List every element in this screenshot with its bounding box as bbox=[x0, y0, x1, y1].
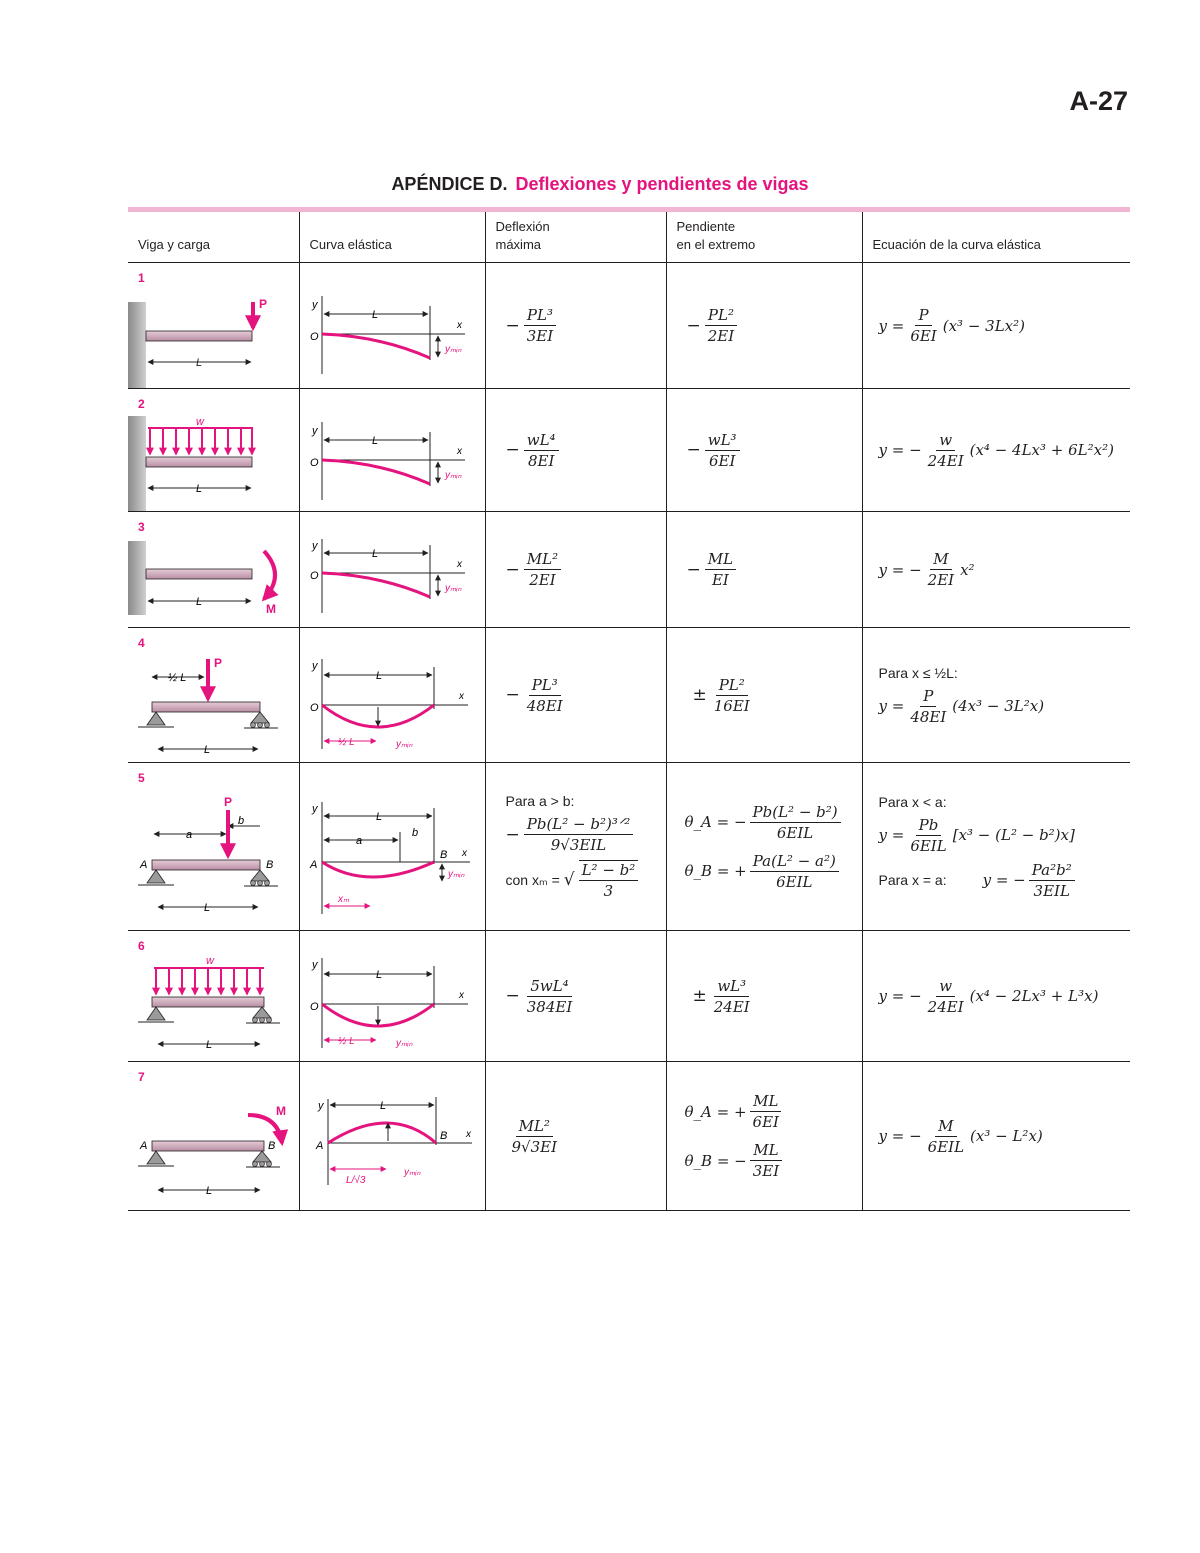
deflection-denominator: 48EI bbox=[526, 696, 563, 715]
slope-denominator: EI bbox=[711, 571, 729, 589]
slope-a-denominator: 6EI bbox=[752, 1113, 779, 1131]
y-axis-label: y bbox=[311, 424, 317, 437]
title-text: Deflexiones y pendientes de vigas bbox=[515, 174, 809, 194]
beam bbox=[152, 997, 264, 1007]
x-axis-label: x bbox=[456, 445, 462, 457]
support-b-label: B bbox=[439, 848, 447, 861]
equation-lhs: y = bbox=[878, 826, 905, 844]
deflection-cell: Para a > b: − $\frac{\text{Pb(L² − b²)³ᐟ²}}{\text{9√3EIL}}$ con xₘ = √ $\frac{\text{L² − b²}}{3}$ bbox=[485, 763, 666, 931]
deflection-curve bbox=[322, 334, 430, 358]
y-axis-label: y bbox=[311, 958, 317, 971]
slope-a-denominator: 6EIL bbox=[776, 823, 814, 842]
wall-support bbox=[128, 416, 146, 511]
support-b-label: B bbox=[266, 858, 274, 871]
roller-support bbox=[253, 1007, 271, 1018]
simply-supported-end-moment-diagram bbox=[128, 1063, 298, 1210]
ymin-label: yₘᵢₙ bbox=[395, 1037, 412, 1049]
x-axis-label: x bbox=[456, 558, 462, 570]
y-axis-label: y bbox=[311, 539, 317, 552]
slope-numerator: wL³ bbox=[714, 977, 749, 997]
moment-label: M bbox=[266, 601, 276, 616]
cantilever-point-load-diagram bbox=[128, 264, 298, 388]
cantilever-distributed-load-diagram bbox=[128, 390, 298, 511]
equation-cell bbox=[862, 512, 1130, 628]
support-a-label: A bbox=[140, 858, 148, 871]
table-row bbox=[128, 512, 1130, 628]
deflection-denominator: 9√3EI bbox=[511, 1137, 558, 1156]
slope-a-numerator: Pb(L² − b²) bbox=[750, 803, 841, 823]
slope-b-lhs: θ_B = − bbox=[684, 1151, 747, 1170]
row-number: 3 bbox=[138, 520, 145, 534]
deflection-curve bbox=[322, 460, 430, 484]
beam-cell bbox=[128, 512, 299, 628]
ymin-label: yₘᵢₙ bbox=[403, 1166, 420, 1178]
load-label: P bbox=[214, 655, 223, 670]
x-axis-label: x bbox=[458, 989, 464, 1001]
equation-lhs: y = bbox=[878, 316, 905, 335]
deflection-denominator: 384EI bbox=[526, 997, 573, 1016]
y-axis-label: y bbox=[317, 1099, 323, 1112]
xm-expression-label: con xₘ = bbox=[505, 871, 560, 888]
y-axis-label: y bbox=[311, 298, 317, 311]
equation-rest: x² bbox=[960, 560, 975, 579]
row-number: 2 bbox=[138, 397, 145, 411]
deflection-cell: − $\frac{\text{ML²}}{2EI}$ bbox=[485, 512, 666, 628]
beam bbox=[152, 1141, 264, 1151]
table-row bbox=[128, 1062, 1130, 1211]
elastic-curve-diagram bbox=[300, 932, 485, 1061]
length-label: L bbox=[371, 308, 378, 321]
moment-arrow bbox=[248, 1115, 282, 1143]
curve-cell bbox=[299, 628, 485, 763]
equation-numerator-2: Pa²b² bbox=[1029, 861, 1075, 881]
equation-numerator: w bbox=[936, 431, 955, 451]
half-span-label: ½ L bbox=[337, 1035, 355, 1047]
span-label: L bbox=[206, 1038, 213, 1051]
slope-numerator: PL² bbox=[705, 306, 737, 326]
deflection-curve bbox=[322, 573, 430, 597]
beam bbox=[146, 457, 252, 467]
span-label: L bbox=[204, 743, 211, 756]
deflection-table bbox=[128, 212, 1130, 1211]
b-label: b bbox=[411, 826, 418, 839]
equation-cell bbox=[862, 763, 1130, 931]
equation-numerator: w bbox=[936, 977, 955, 997]
support-b-label: B bbox=[439, 1129, 447, 1142]
xm-denominator: 3 bbox=[603, 882, 614, 900]
xm-numerator: L² − b² bbox=[579, 861, 639, 881]
slope-numerator: wL³ bbox=[705, 431, 740, 451]
deflection-curve bbox=[328, 1123, 436, 1143]
wall-support bbox=[128, 302, 146, 388]
table-row bbox=[128, 931, 1130, 1062]
elastic-curve-diagram bbox=[300, 390, 485, 511]
slope-b-lhs: θ_B = + bbox=[684, 862, 747, 880]
table-row bbox=[128, 628, 1130, 763]
ymin-label: yₘᵢₙ bbox=[444, 343, 461, 355]
elastic-curve-diagram bbox=[300, 629, 485, 762]
span-label: L bbox=[196, 482, 203, 495]
elastic-curve-diagram bbox=[300, 264, 485, 388]
equation-cell bbox=[862, 263, 1130, 389]
deflection-denominator: 8EI bbox=[527, 451, 555, 470]
pin-support bbox=[147, 712, 165, 725]
equation-denominator: 6EIL bbox=[927, 1137, 965, 1156]
deflection-condition: Para a > b: bbox=[505, 793, 575, 809]
slope-cell bbox=[666, 1062, 862, 1211]
length-label: L bbox=[375, 810, 382, 823]
simply-supported-center-load-diagram bbox=[128, 629, 298, 762]
beam-cell bbox=[128, 389, 299, 512]
span-label: L bbox=[196, 356, 203, 369]
deflection-cell: − $\frac{\text{PL³}}{48EI}$ bbox=[485, 628, 666, 763]
equation-rest: (x⁴ − 4Lx³ + 6L²x²) bbox=[969, 441, 1114, 459]
title-prefix: APÉNDICE D. bbox=[391, 174, 508, 194]
equation-rest: [x³ − (L² − b²)x] bbox=[952, 826, 1075, 844]
equation-rest: (4x³ − 3L²x) bbox=[952, 697, 1045, 715]
equation-denominator: 24EI bbox=[927, 997, 964, 1016]
deflection-curve bbox=[322, 862, 434, 877]
ymin-label: yₘᵢₙ bbox=[444, 469, 461, 481]
curve-cell bbox=[299, 263, 485, 389]
equation-denominator: 2EI bbox=[927, 571, 955, 589]
b-label: b bbox=[238, 814, 245, 827]
span-label: L bbox=[204, 901, 211, 914]
equation-lhs: y = − bbox=[878, 560, 922, 579]
y-axis-label: y bbox=[311, 659, 317, 672]
slope-a-lhs: θ_A = − bbox=[684, 813, 747, 831]
deflection-denominator: 9√3EIL bbox=[550, 836, 607, 854]
pin-support bbox=[147, 1151, 165, 1164]
length-label: L bbox=[375, 968, 382, 981]
length-label: L bbox=[371, 547, 378, 560]
load-label: w bbox=[206, 954, 214, 967]
col-header-curva: Curva elástica bbox=[299, 212, 485, 263]
distributed-load-arrows bbox=[156, 968, 260, 994]
deflection-numerator: ML² bbox=[516, 1117, 553, 1137]
curve-cell bbox=[299, 389, 485, 512]
elastic-curve-diagram bbox=[300, 764, 485, 930]
equation-rest: (x³ − 3Lx²) bbox=[942, 316, 1025, 335]
col-header-deflexion: Deflexión máxima bbox=[485, 212, 666, 263]
length-label: L bbox=[371, 434, 378, 447]
deflection-denominator: 2EI bbox=[529, 571, 556, 589]
ymin-label: yₘᵢₙ bbox=[444, 582, 461, 594]
equation-numerator: Pb bbox=[916, 816, 942, 836]
curve-cell bbox=[299, 763, 485, 931]
moment-label: M bbox=[276, 1103, 286, 1118]
x-axis-label: x bbox=[456, 319, 462, 331]
x-axis-label: x bbox=[465, 1128, 471, 1140]
beam bbox=[152, 860, 260, 870]
header-row bbox=[128, 212, 1130, 263]
y-axis-label: y bbox=[311, 802, 317, 815]
deflection-numerator: Pb(L² − b²)³ᐟ² bbox=[524, 815, 633, 835]
table-row bbox=[128, 763, 1130, 931]
cantilever-moment-diagram bbox=[128, 513, 298, 627]
simply-supported-distributed-load-diagram bbox=[128, 932, 298, 1061]
origin-label: O bbox=[309, 1000, 319, 1013]
beam-cell bbox=[128, 931, 299, 1062]
row-number: 6 bbox=[138, 939, 145, 953]
load-label: w bbox=[196, 415, 204, 428]
span-label: L bbox=[206, 1184, 213, 1197]
equation-numerator: P bbox=[920, 687, 936, 707]
beam-cell bbox=[128, 1062, 299, 1211]
table-row bbox=[128, 389, 1130, 512]
page-number: A-27 bbox=[1069, 86, 1128, 116]
equation-cell bbox=[862, 931, 1130, 1062]
equation-lhs: y = bbox=[878, 697, 905, 715]
elastic-curve-diagram bbox=[300, 1063, 485, 1210]
equation-condition: Para x ≤ ½L: bbox=[878, 664, 958, 681]
equation-cell bbox=[862, 628, 1130, 763]
slope-cell: ± $\frac{\text{wL³}}{24EI}$ bbox=[666, 931, 862, 1062]
equation-cell bbox=[862, 389, 1130, 512]
equation-lhs: y = − bbox=[878, 441, 922, 459]
load-label: P bbox=[259, 296, 268, 311]
slope-b-denominator: 3EI bbox=[752, 1162, 780, 1180]
equation-cell bbox=[862, 1062, 1130, 1211]
roller-support bbox=[251, 712, 269, 723]
equation-condition-2: Para x = a: bbox=[878, 872, 947, 888]
load-label: P bbox=[224, 794, 233, 809]
equation-denominator: 6EI bbox=[910, 327, 937, 345]
roller-support bbox=[251, 870, 269, 881]
slope-b-numerator: ML bbox=[750, 1141, 781, 1161]
col-header-viga: Viga y carga bbox=[128, 212, 299, 263]
slope-a-numerator: ML bbox=[750, 1092, 781, 1112]
slope-cell: − $\frac{\text{wL³}}{6EI}$ bbox=[666, 389, 862, 512]
deflection-cell: − $\frac{\text{wL⁴}}{8EI}$ bbox=[485, 389, 666, 512]
curve-cell bbox=[299, 1062, 485, 1211]
wall-support bbox=[128, 541, 146, 615]
equation-numerator: M bbox=[930, 550, 951, 570]
beam-cell bbox=[128, 763, 299, 931]
half-span-label: ½ L bbox=[337, 736, 355, 748]
deflection-numerator: 5wL⁴ bbox=[527, 977, 571, 997]
deflection-numerator: wL⁴ bbox=[524, 431, 559, 451]
deflection-numerator: ML² bbox=[524, 550, 561, 570]
deflection-numerator: PL³ bbox=[524, 306, 556, 326]
deflection-numerator: PL³ bbox=[529, 676, 561, 696]
moment-arrow bbox=[264, 551, 275, 599]
beam bbox=[146, 331, 252, 341]
slope-b-denominator: 6EIL bbox=[776, 872, 813, 891]
slope-denominator: 16EI bbox=[713, 696, 750, 715]
equation-denominator: 6EIL bbox=[910, 836, 947, 855]
slope-denominator: 6EI bbox=[708, 451, 736, 470]
equation-rest: (x³ − L²x) bbox=[970, 1127, 1043, 1145]
equation-condition: Para x < a: bbox=[878, 793, 947, 810]
deflection-denominator: 3EI bbox=[526, 327, 554, 345]
equation-denominator: 24EI bbox=[927, 451, 964, 470]
deflection-cell: − $\frac{\text{5wL⁴}}{384EI}$ bbox=[485, 931, 666, 1062]
slope-b-numerator: Pa(L² − a²) bbox=[750, 852, 839, 872]
elastic-curve-diagram bbox=[300, 513, 485, 627]
equation-denominator-2: 3EIL bbox=[1033, 881, 1070, 900]
xm-label: xₘ bbox=[337, 893, 349, 905]
a-label: a bbox=[355, 834, 362, 847]
slope-cell: − $\frac{\text{PL²}}{2EI}$ bbox=[666, 263, 862, 389]
equation-numerator: P bbox=[915, 306, 931, 326]
beam bbox=[152, 702, 260, 712]
pin-support bbox=[147, 870, 165, 883]
slope-a-lhs: θ_A = + bbox=[684, 1102, 747, 1121]
support-b-label: B bbox=[268, 1139, 276, 1152]
equation-lhs-2: y = − bbox=[982, 871, 1026, 889]
curve-cell bbox=[299, 512, 485, 628]
span-label: L bbox=[196, 595, 203, 608]
slope-cell: − $\frac{ML}{EI}$ bbox=[666, 512, 862, 628]
equation-rest: (x⁴ − 2Lx³ + L³x) bbox=[969, 987, 1099, 1005]
distributed-load-arrows bbox=[150, 428, 252, 454]
row-number: 7 bbox=[138, 1070, 145, 1084]
ymin-label: yₘᵢₙ bbox=[395, 738, 412, 750]
length-label: L bbox=[379, 1099, 386, 1112]
a-label: a bbox=[186, 828, 193, 841]
col-header-pendiente: Pendiente en el extremo bbox=[666, 212, 862, 263]
origin-label: O bbox=[309, 456, 319, 469]
deflection-cell: − $\frac{\text{PL³}}{3EI}$ bbox=[485, 263, 666, 389]
origin-label: O bbox=[309, 330, 319, 343]
table-row bbox=[128, 263, 1130, 389]
location-label: L/√3 bbox=[345, 1174, 365, 1186]
row-number: 1 bbox=[138, 271, 145, 285]
beam-cell bbox=[128, 628, 299, 763]
length-label: L bbox=[375, 669, 382, 682]
support-a-label: A bbox=[315, 1139, 323, 1152]
row-number: 5 bbox=[138, 771, 145, 785]
slope-cell bbox=[666, 763, 862, 931]
x-axis-label: x bbox=[461, 847, 467, 859]
slope-denominator: 24EI bbox=[713, 997, 750, 1016]
beam bbox=[146, 569, 252, 579]
page-title bbox=[0, 174, 1200, 195]
equation-numerator: M bbox=[935, 1117, 956, 1137]
slope-cell: ± $\frac{\text{PL²}}{16EI}$ bbox=[666, 628, 862, 763]
pin-support bbox=[147, 1007, 165, 1020]
slope-denominator: 2EI bbox=[707, 327, 735, 345]
deflection-cell bbox=[485, 1062, 666, 1211]
support-a-label: A bbox=[309, 858, 317, 871]
support-a-label: A bbox=[140, 1139, 148, 1152]
equation-lhs: y = − bbox=[878, 1127, 922, 1145]
slope-numerator: ML bbox=[705, 550, 736, 570]
ymin-label: yₘᵢₙ bbox=[447, 868, 464, 880]
col-header-ecuacion: Ecuación de la curva elástica bbox=[862, 212, 1130, 263]
half-span-label: ½ L bbox=[168, 671, 187, 684]
x-axis-label: x bbox=[458, 690, 464, 702]
origin-label: O bbox=[309, 701, 319, 714]
origin-label: O bbox=[309, 569, 319, 582]
row-number: 4 bbox=[138, 636, 145, 650]
equation-denominator: 48EI bbox=[910, 707, 947, 726]
equation-lhs: y = − bbox=[878, 987, 922, 1005]
beam-cell bbox=[128, 263, 299, 389]
simply-supported-offset-load-diagram bbox=[128, 764, 298, 930]
roller-support bbox=[253, 1151, 271, 1162]
curve-cell bbox=[299, 931, 485, 1062]
slope-numerator: PL² bbox=[716, 676, 748, 696]
